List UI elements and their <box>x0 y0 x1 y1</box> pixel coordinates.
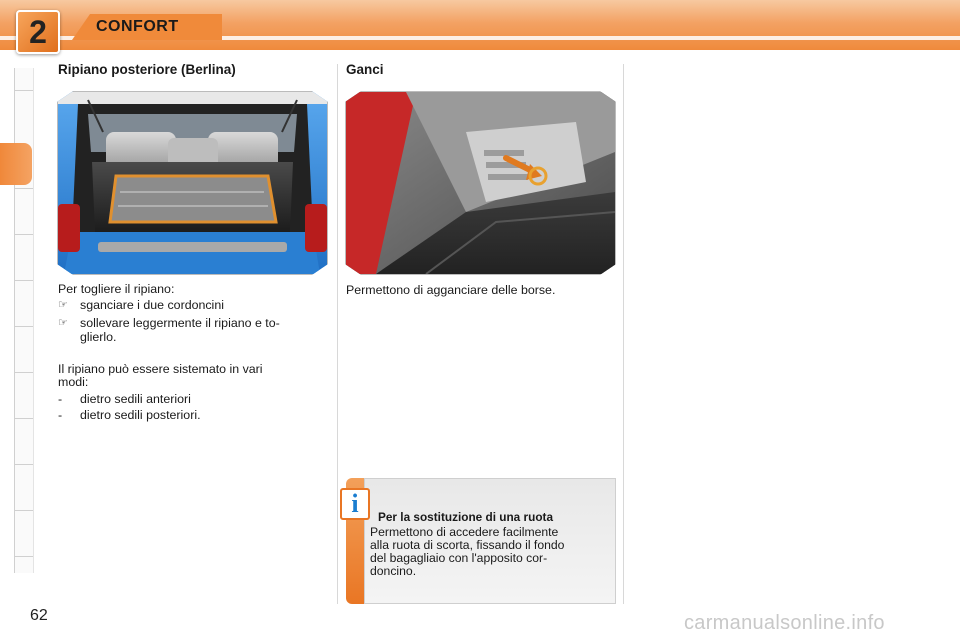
dash-item <box>58 408 328 422</box>
rail-tick <box>15 464 33 465</box>
hooks-description: Permettono di agganciare delle borse. <box>346 283 556 297</box>
info-line: Permettono di accedere facilmente <box>370 525 559 539</box>
column-divider <box>337 64 338 604</box>
dash-text: dietro sedili anteriori <box>80 392 191 406</box>
chapter-tab-active[interactable] <box>0 143 32 185</box>
trunk-hook-illustration <box>346 92 615 274</box>
bullet-text: sganciare i due cordoncini <box>80 298 224 312</box>
chapter-title: CONFORT <box>96 18 179 35</box>
bullet-text: sollevare leggermente il ripiano e to- <box>80 316 280 330</box>
column-divider <box>623 64 624 604</box>
bullet-item <box>58 298 328 312</box>
pointing-hand-icon: ☞ <box>58 299 68 311</box>
pointing-hand-icon: ☞ <box>58 317 68 329</box>
dash-item <box>58 392 328 406</box>
info-title: Per la sostituzione di una ruota <box>378 510 554 524</box>
chapter-number-badge: 2 <box>16 10 60 54</box>
rail-tick <box>15 510 33 511</box>
page-number: 62 <box>30 607 48 624</box>
paragraph-line: modi: <box>58 375 89 389</box>
rail-tick <box>15 280 33 281</box>
rail-tick <box>15 556 33 557</box>
rail-tick <box>15 326 33 327</box>
info-box <box>346 478 616 604</box>
dash-text: dietro sedili posteriori. <box>80 408 201 422</box>
watermark: carmanualsonline.info <box>684 612 885 634</box>
rear-shelf-photo <box>57 91 328 275</box>
rail-tick <box>15 418 33 419</box>
dash-mark: - <box>58 408 63 422</box>
info-icon: i <box>340 488 370 520</box>
hooks-photo <box>345 91 616 275</box>
dash-mark: - <box>58 392 63 406</box>
rail-tick <box>15 90 33 91</box>
bullet-item <box>58 316 328 346</box>
info-line: del bagagliaio con l'apposito cor- <box>370 551 548 565</box>
instruction-intro: Per togliere il ripiano: <box>58 282 175 296</box>
info-line: doncino. <box>370 564 417 578</box>
car-trunk-illustration <box>58 92 327 274</box>
info-text <box>370 526 610 578</box>
bullet-text-continued: glierlo. <box>80 330 117 344</box>
section-title-hooks: Ganci <box>346 62 384 77</box>
rail-tick <box>15 372 33 373</box>
paragraph-line: Il ripiano può essere sistemato in vari <box>58 362 263 376</box>
rail-tick <box>15 188 33 189</box>
info-line: alla ruota di scorta, fissando il fondo <box>370 538 565 552</box>
rail-tick <box>15 234 33 235</box>
section-title-rear-shelf: Ripiano posteriore (Berlina) <box>58 62 236 77</box>
